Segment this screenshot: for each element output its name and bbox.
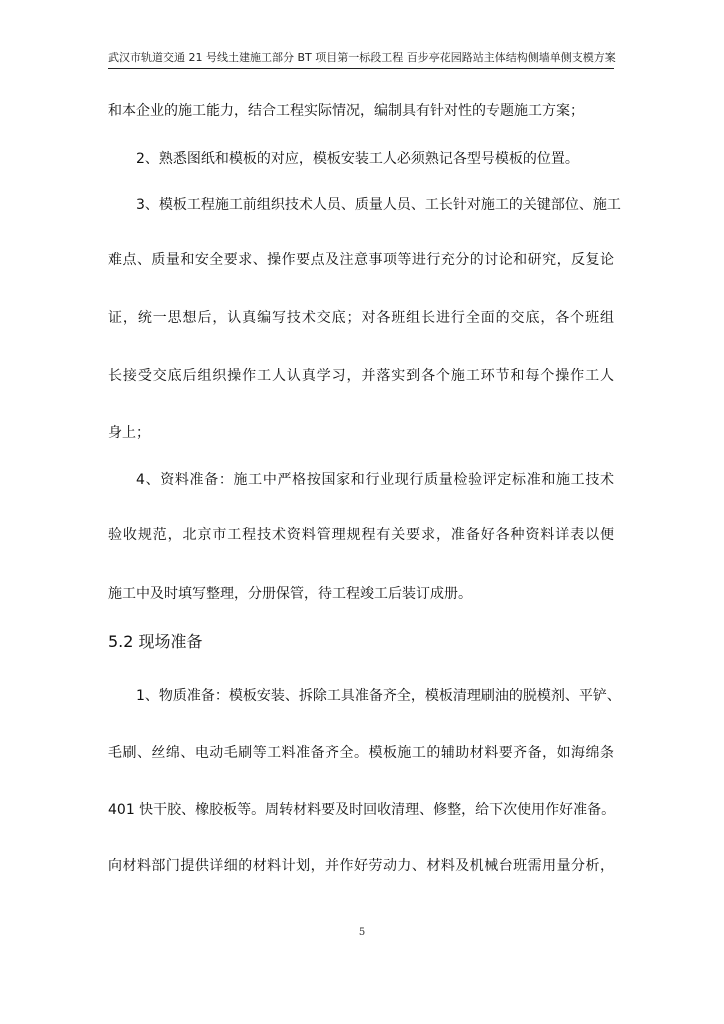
paragraph-line: 3、模板工程施工前组织技术人员、质量人员、工长针对施工的关键部位、施工 (136, 197, 621, 213)
paragraph-line: 向材料部门提供详细的材料计划，并作好劳动力、材料及机械台班需用量分析， (108, 858, 614, 874)
paragraph-line: 证，统一思想后，认真编写技术交底；对各班组长进行全面的交底，各个班组 (108, 310, 614, 326)
paragraph-line: 长接受交底后组织操作工人认真学习，并落实到各个施工环节和每个操作工人 (108, 368, 614, 384)
paragraph-line: 验收规范，北京市工程技术资料管理规程有关要求，准备好各种资料详表以便 (108, 527, 614, 543)
paragraph-line: 施工中及时填写整理，分册保管，待工程竣工后装订成册。 (108, 586, 472, 602)
paragraph-line: 难点、质量和安全要求、操作要点及注意事项等进行充分的讨论和研究，反复论 (108, 252, 614, 268)
paragraph-line: 和本企业的施工能力，结合工程实际情况，编制具有针对性的专题施工方案； (108, 103, 584, 119)
section-heading: 5.2 现场准备 (108, 632, 203, 651)
paragraph-line: 2、熟悉图纸和模板的对应，模板安装工人必须熟记各型号模板的位置。 (136, 151, 579, 167)
paragraph-line: 毛刷、丝绵、电动毛刷等工料准备齐全。模板施工的辅助材料要齐备，如海绵条 (108, 745, 614, 761)
page-number: 5 (358, 927, 366, 938)
paragraph-line: 401 快干胶、橡胶板等。周转材料要及时回收清理、修整，给下次使用作好准备。 (108, 802, 616, 818)
paragraph-line: 1、物质准备：模板安装、拆除工具准备齐全，模板清理刷油的脱模剂、平铲、 (136, 688, 621, 704)
paragraph-line: 身上； (108, 425, 150, 441)
paragraph-line: 4、资料准备：施工中严格按国家和行业现行质量检验评定标准和施工技术 (136, 472, 614, 488)
page-header: 武汉市轨道交通 21 号线土建施工部分 BT 项目第一标段工程 百步亭花园路站主体结构侧墙单侧支模方案 (108, 50, 614, 69)
